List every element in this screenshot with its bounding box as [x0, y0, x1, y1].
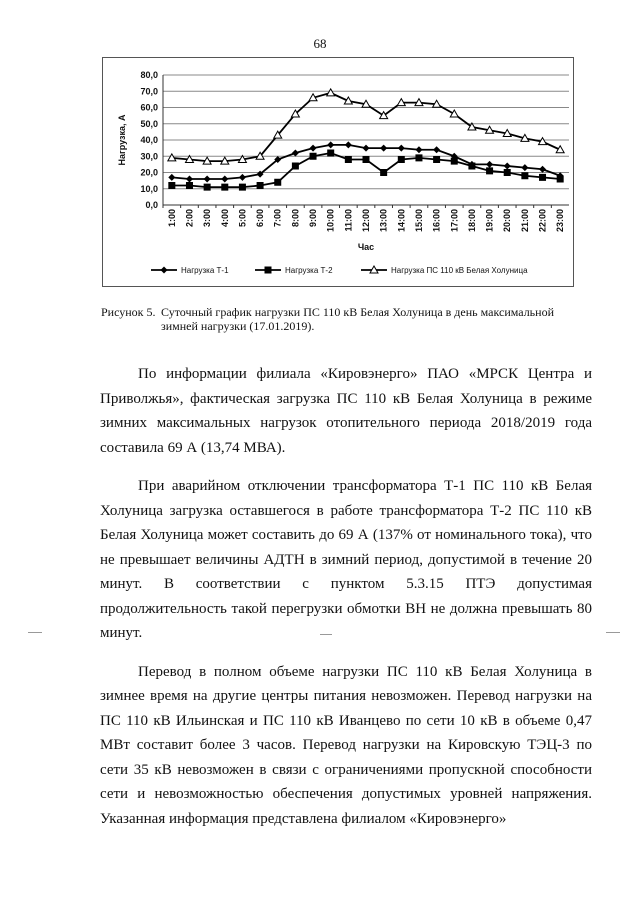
y-axis-title: Нагрузка, А — [117, 114, 127, 166]
x-tick-label: 19:00 — [484, 209, 495, 233]
y-tick-label: 60,0 — [140, 102, 158, 113]
paragraph-3: Перевод в полном объеме нагрузки ПС 110 кВ Белая Холуница в зимнее время на другие центры питания невозможен. Перевод нагрузки на ПС 110 кВ Ильинская и ПС 110 кВ Иванцево по сети 10 кВ в объеме 0,47 МВт составит более 3 часов. Перевод нагрузки на Кировскую ТЭЦ-3 по сети 35 кВ невозможен в связи с ограничениями пропускной способности сети и невозможностью обеспечения допустимых уровней напряжения. Указанная информация представлена филиалом «Кировэнерго» — [100, 663, 592, 827]
data-point — [451, 158, 458, 165]
caption-label: Рисунок 5. — [101, 305, 156, 319]
page-number: 68 — [313, 36, 327, 51]
x-axis-title: Час — [357, 242, 375, 252]
data-point — [168, 182, 175, 189]
x-tick-label: 14:00 — [396, 209, 407, 233]
load-chart — [102, 57, 574, 287]
data-point — [521, 172, 528, 179]
x-tick-label: 11:00 — [343, 209, 354, 232]
data-point — [168, 174, 175, 181]
data-point — [221, 184, 228, 191]
data-point — [557, 176, 564, 183]
x-tick-label: 23:00 — [555, 209, 566, 233]
x-tick-label: 5:00 — [237, 209, 248, 228]
data-point — [539, 166, 546, 173]
data-point — [486, 167, 493, 174]
legend-marker — [161, 267, 168, 274]
data-point — [398, 156, 405, 163]
y-tick-label: 20,0 — [140, 167, 158, 178]
data-point — [398, 145, 405, 152]
x-tick-label: 8:00 — [290, 209, 301, 228]
data-point — [345, 141, 352, 148]
data-point — [239, 184, 246, 191]
legend-marker — [265, 267, 272, 274]
data-point — [186, 182, 193, 189]
data-point — [468, 163, 475, 170]
data-point — [380, 169, 387, 176]
data-point — [327, 89, 335, 96]
x-tick-label: 9:00 — [308, 209, 319, 228]
caption-line-2: зимней нагрузки (17.01.2019). — [161, 319, 315, 333]
x-tick-label: 21:00 — [519, 209, 530, 233]
caption-line-1: Суточный график нагрузки ПС 110 кВ Белая Холуница в день максимальной — [161, 305, 554, 319]
y-tick-label: 50,0 — [140, 118, 158, 129]
data-point — [327, 141, 334, 148]
data-point — [274, 179, 281, 186]
data-point — [504, 169, 511, 176]
x-tick-label: 15:00 — [413, 209, 424, 233]
data-point — [310, 145, 317, 152]
y-tick-label: 30,0 — [140, 151, 158, 162]
legend-label: Нагрузка Т-1 — [181, 266, 229, 275]
x-tick-label: 22:00 — [537, 209, 548, 233]
legend-label: Нагрузка Т-2 — [285, 266, 333, 275]
data-point — [539, 174, 546, 181]
x-tick-label: 20:00 — [502, 209, 513, 233]
series-3 — [168, 89, 564, 164]
x-tick-label: 2:00 — [184, 209, 195, 228]
x-tick-label: 17:00 — [449, 209, 460, 233]
data-point — [239, 174, 246, 181]
data-point — [327, 150, 334, 157]
data-point — [433, 146, 440, 153]
x-tick-label: 1:00 — [166, 209, 177, 228]
x-tick-label: 18:00 — [466, 209, 477, 233]
legend-item — [361, 266, 528, 275]
data-point — [292, 150, 299, 157]
load-chart-svg — [103, 58, 575, 288]
legend-item — [151, 266, 229, 275]
paragraph-2: При аварийном отключении трансформатора Т-1 ПС 110 кВ Белая Холуница загрузка оставшегося в работе трансформатора Т-2 ПС 110 кВ Белая Холуница может составить до 69 А (137% от номинального тока), что не превышает величины АДТН в зимний период, допустимой в течение 20 минут. В соответствии с пунктом 5.3.15 ПТЭ допустимая продолжительность такой перегрузки обмотки ВН не должна превышать 80 минут. — [100, 478, 592, 641]
data-point — [450, 110, 458, 117]
data-point — [186, 176, 193, 183]
x-tick-label: 6:00 — [255, 209, 266, 228]
x-tick-label: 13:00 — [378, 209, 389, 233]
figure-caption — [101, 305, 591, 333]
data-point — [363, 156, 370, 163]
data-point — [521, 164, 528, 171]
x-tick-label: 10:00 — [325, 209, 336, 233]
data-point — [204, 184, 211, 191]
data-point — [363, 145, 370, 152]
x-tick-label: 3:00 — [202, 209, 213, 228]
y-tick-label: 0,0 — [145, 200, 158, 210]
data-point — [310, 153, 317, 160]
x-tick-label: 4:00 — [219, 209, 230, 228]
body-text — [100, 362, 592, 831]
data-point — [380, 145, 387, 152]
data-point — [345, 156, 352, 163]
x-tick-label: 12:00 — [361, 209, 371, 233]
margin-mark-right — [606, 632, 620, 633]
paragraph-1: По информации филиала «Кировэнерго» ПАО «МРСК Центра и Приволжья», фактическая загрузка ПС 110 кВ Белая Холуница в режиме зимних максимальных нагрузок отопительного периода 2018/2019 года составила 69 А (13,74 МВА). — [100, 366, 592, 456]
legend-label: Нагрузка ПС 110 кВ Белая Холуница — [391, 266, 528, 275]
data-point — [415, 154, 422, 161]
data-point — [433, 156, 440, 163]
data-point — [221, 176, 228, 183]
series-2 — [168, 150, 563, 191]
x-tick-label: 16:00 — [431, 209, 442, 233]
data-point — [292, 163, 299, 170]
data-point — [257, 182, 264, 189]
data-point — [204, 176, 211, 183]
data-point — [486, 161, 493, 168]
margin-mark-left — [28, 632, 42, 633]
x-tick-label: 7:00 — [272, 209, 283, 228]
y-tick-label: 80,0 — [140, 70, 158, 80]
y-tick-label: 40,0 — [140, 135, 158, 145]
data-point — [415, 146, 422, 153]
y-tick-label: 10,0 — [140, 183, 158, 194]
y-tick-label: 70,0 — [140, 86, 158, 97]
legend-item — [255, 266, 333, 275]
data-point — [504, 163, 511, 170]
